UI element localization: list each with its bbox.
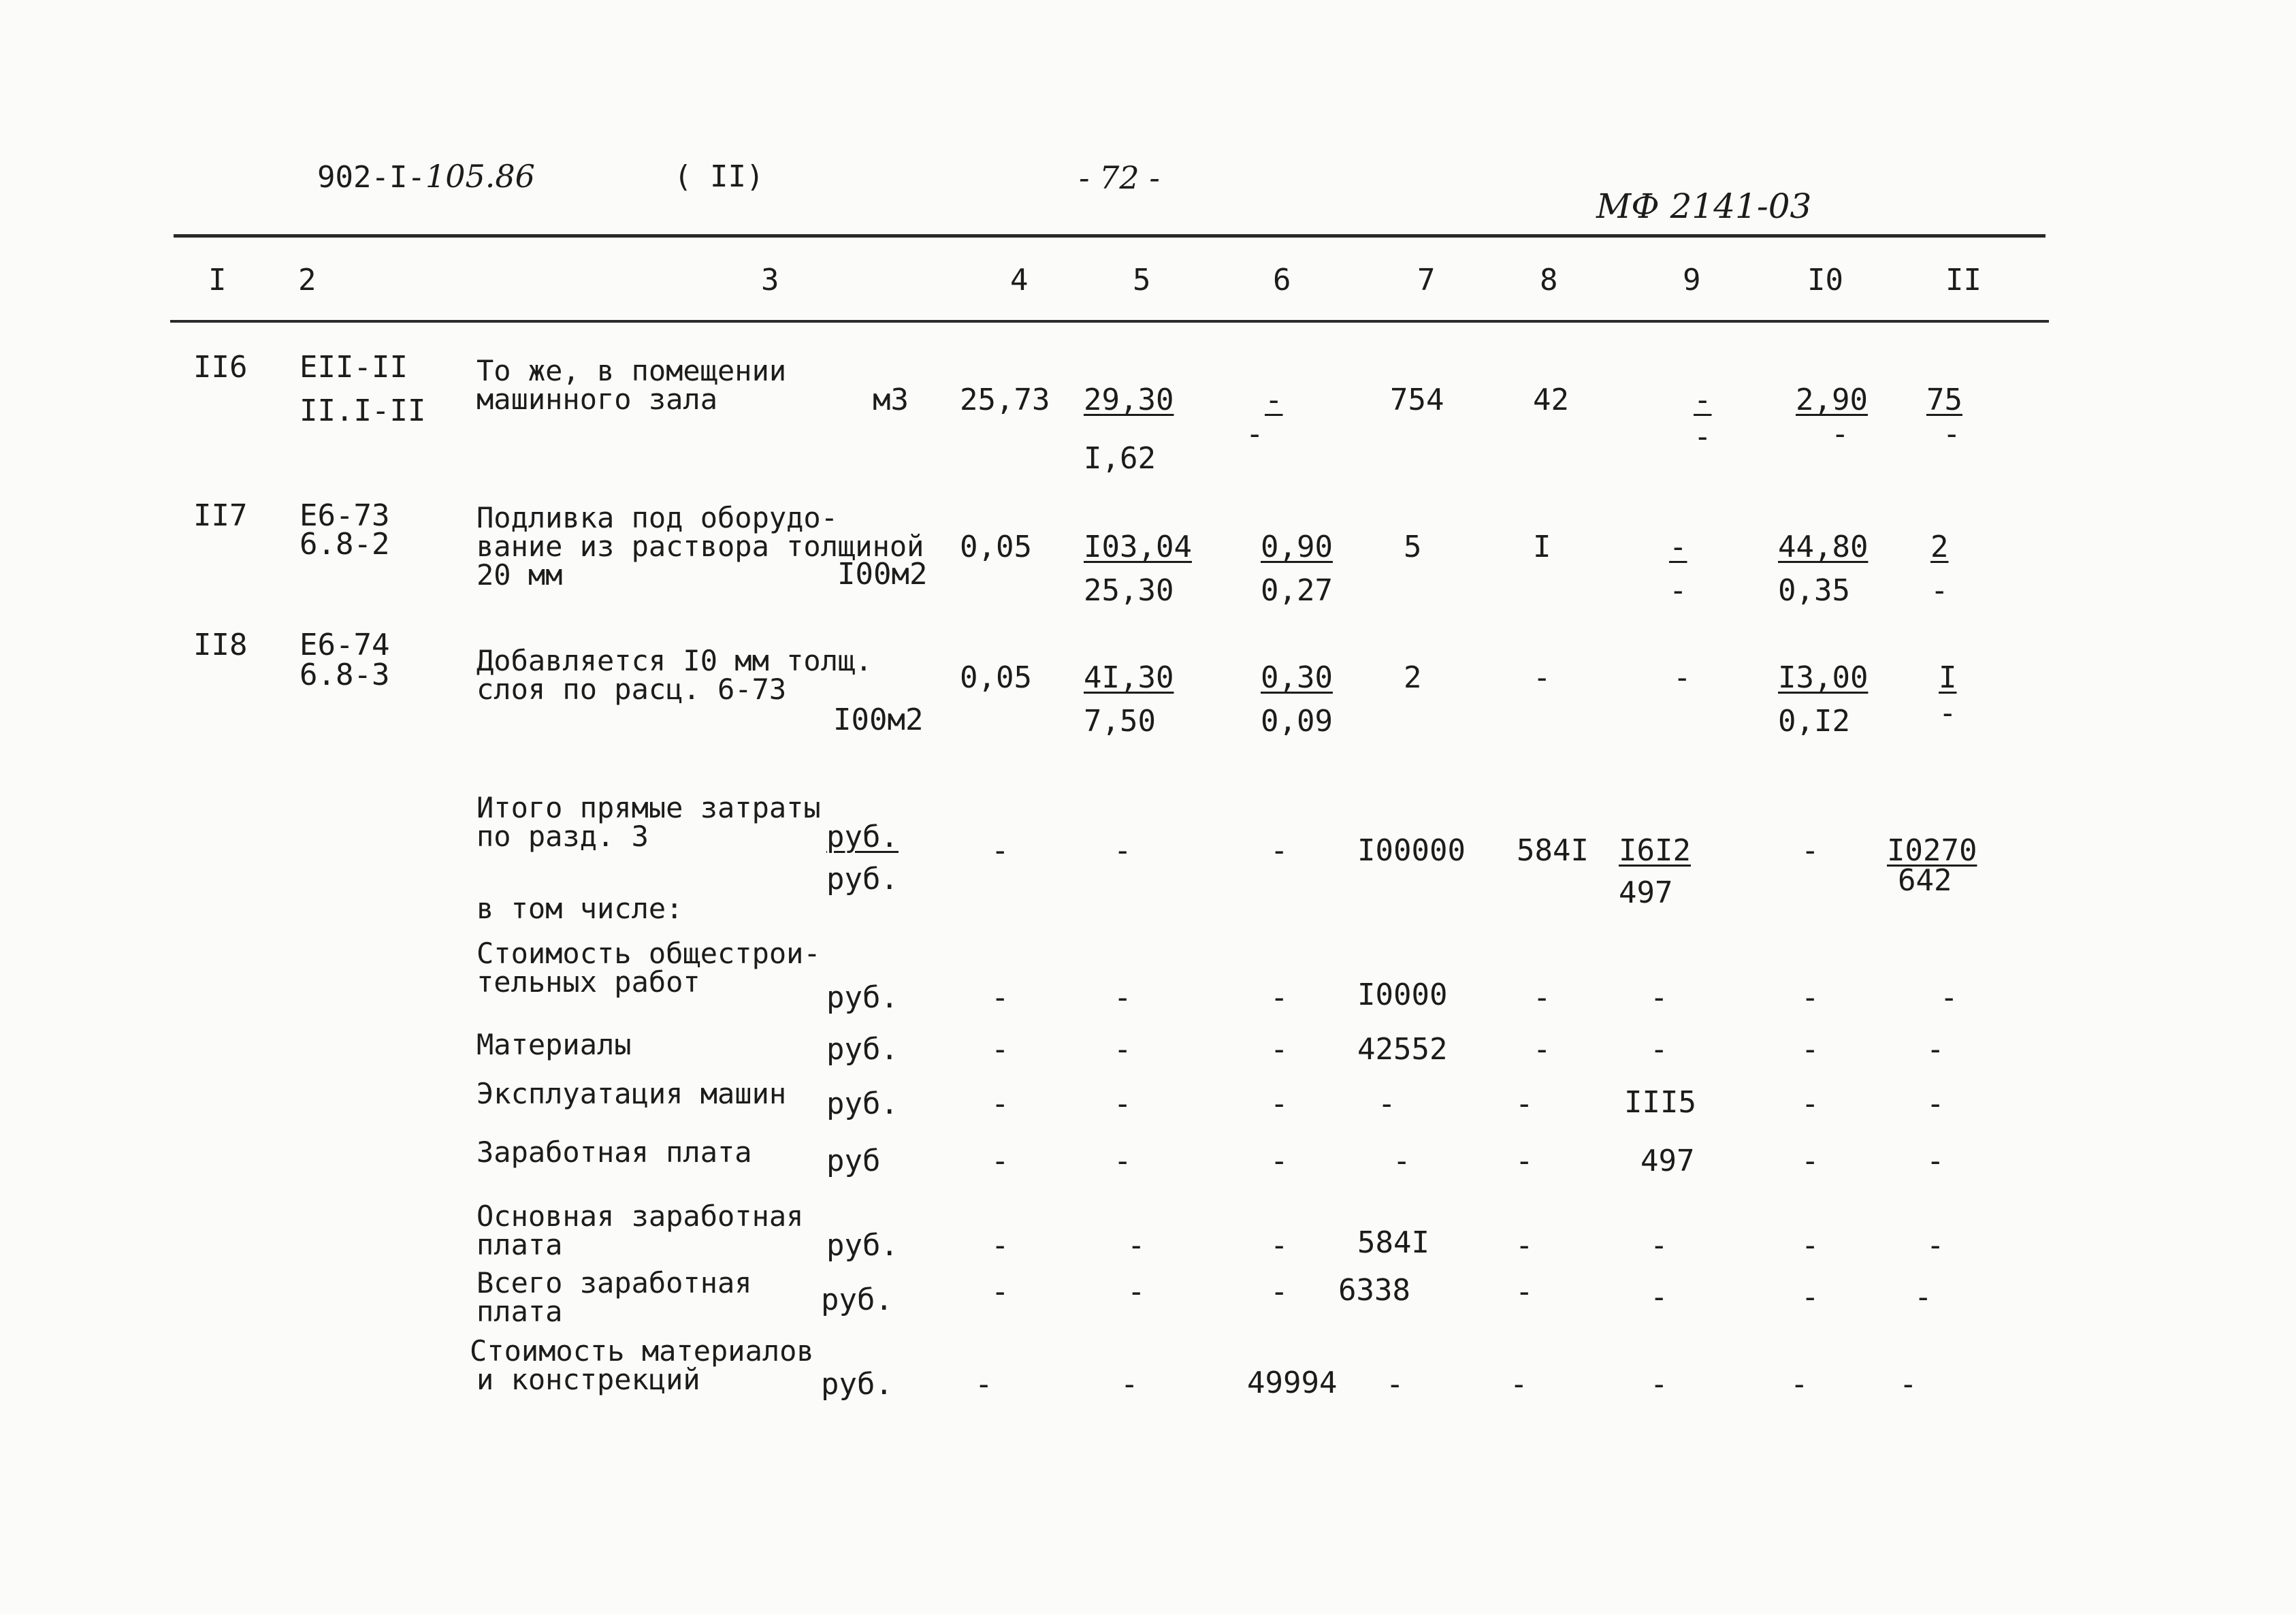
machine-cost: 0,90 [1261, 530, 1333, 564]
unit: I00м2 [837, 557, 928, 592]
breakdown-c9: 497 [1640, 1144, 1695, 1178]
breakdown-c7: - [1378, 1086, 1396, 1121]
breakdown-label: Заработная плата [476, 1135, 752, 1169]
breakdown-c9: - [1650, 1280, 1668, 1314]
breakdown-c8: - [1515, 1144, 1534, 1178]
col-header: I [208, 263, 227, 297]
labor-machine-total: - [1939, 696, 1957, 730]
labor-total: 75 [1926, 383, 1962, 417]
col-header: 5 [1133, 263, 1151, 297]
breakdown-c8: - [1510, 1367, 1528, 1402]
breakdown-c11: - [1926, 1086, 1945, 1121]
breakdown-c5: - [1127, 1274, 1146, 1309]
quantity: 0,05 [960, 530, 1032, 564]
totals-c5: - [1114, 833, 1132, 868]
breakdown-c10: - [1801, 1280, 1820, 1314]
work-description: машинного зала [476, 383, 718, 416]
breakdown-unit: руб. [821, 1367, 893, 1402]
breakdown-c10: - [1790, 1367, 1809, 1402]
quantity: 25,73 [960, 383, 1050, 417]
totals-total-cost: I00000 [1357, 833, 1466, 868]
breakdown-c11: - [1899, 1367, 1918, 1402]
breakdown-c11: - [1940, 980, 1958, 1015]
col-header: 2 [298, 263, 317, 297]
header-rule-top [174, 234, 2046, 238]
labor-total: 2 [1930, 530, 1949, 564]
breakdown-label: Эксплуатация машин [476, 1077, 787, 1110]
breakdown-c7: - [1393, 1144, 1411, 1178]
totals-c4: - [991, 833, 1009, 868]
col-header: II [1945, 263, 1982, 297]
unit-cost-wage: 25,30 [1084, 573, 1174, 608]
col-header: 7 [1417, 263, 1436, 297]
breakdown-label: плата [476, 1228, 563, 1261]
totals-unit: руб. [826, 820, 899, 854]
total-machine: - [1694, 383, 1712, 417]
breakdown-c5: - [1114, 980, 1132, 1015]
breakdown-c8: - [1515, 1228, 1534, 1263]
breakdown-c6: - [1270, 1032, 1289, 1067]
breakdown-c11: - [1926, 1032, 1945, 1067]
totals-total-wage: 584I [1517, 833, 1589, 868]
breakdown-c8: - [1515, 1274, 1534, 1309]
breakdown-c11: - [1926, 1144, 1945, 1178]
totals-labor: I0270 [1887, 833, 1977, 868]
work-description: слоя по расц. 6-73 [476, 673, 787, 706]
breakdown-c6: - [1270, 1274, 1289, 1309]
breakdown-label: и констрекций [476, 1363, 700, 1396]
labor-machine-unit: 0,35 [1778, 573, 1850, 608]
col-header: 3 [761, 263, 779, 297]
breakdown-c9: - [1650, 1032, 1668, 1067]
breakdown-c6: - [1270, 1228, 1289, 1263]
total-machine: - [1669, 530, 1687, 564]
breakdown-label: Материалы [476, 1028, 632, 1061]
row-number: II8 [193, 628, 248, 662]
breakdown-c7: 584I [1357, 1225, 1429, 1260]
breakdown-c8: - [1533, 1032, 1551, 1067]
unit-cost-wage: I,62 [1084, 441, 1156, 476]
unit-cost: 4I,30 [1084, 660, 1174, 695]
col-header: 8 [1540, 263, 1558, 297]
breakdown-c6: - [1270, 1144, 1289, 1178]
breakdown-label: тельных работ [476, 965, 700, 999]
breakdown-c4: - [991, 1032, 1009, 1067]
totals-unit: руб. [826, 862, 899, 897]
breakdown-c11: - [1926, 1228, 1945, 1263]
breakdown-unit: руб. [826, 1032, 899, 1067]
breakdown-c5: - [1114, 1032, 1132, 1067]
labor-total: I [1939, 660, 1957, 695]
breakdown-label: плата [476, 1295, 563, 1328]
breakdown-c9: - [1650, 1367, 1668, 1402]
archive-stamp: МФ 2141-03 [1596, 187, 1812, 226]
breakdown-c7: - [1386, 1367, 1404, 1402]
total-machine-wage: - [1694, 419, 1712, 454]
labor-unit: 2,90 [1796, 383, 1868, 417]
totals-c6: - [1270, 833, 1289, 868]
col-header: 9 [1683, 263, 1701, 297]
machine-wage: 0,09 [1261, 704, 1333, 739]
breakdown-c7: 42552 [1357, 1032, 1448, 1067]
page-number: - 72 - [1079, 159, 1160, 196]
norm-code: EII-II [300, 350, 408, 385]
col-header: 6 [1273, 263, 1291, 297]
breakdown-c8: - [1515, 1086, 1534, 1121]
breakdown-unit: руб. [826, 980, 899, 1015]
work-description: 20 мм [476, 558, 563, 592]
breakdown-c6: - [1270, 980, 1289, 1015]
breakdown-c5: - [1114, 1144, 1132, 1178]
work-description: Добавляется I0 мм толщ. [476, 644, 873, 677]
including-label: в том числе: [476, 892, 683, 925]
price-code: II.I-II [300, 393, 426, 428]
breakdown-c10: - [1801, 1144, 1820, 1178]
totals-labor-machine: 642 [1898, 863, 1952, 898]
breakdown-c10: - [1801, 1228, 1820, 1263]
totals-label: по разд. 3 [476, 820, 649, 853]
breakdown-unit: руб. [826, 1086, 899, 1121]
breakdown-c4: - [991, 980, 1009, 1015]
total-wage: 42 [1533, 383, 1569, 417]
breakdown-c5: - [1127, 1228, 1146, 1263]
breakdown-c10: - [1801, 980, 1820, 1015]
total-cost: 754 [1390, 383, 1444, 417]
section-label: ( II) [674, 159, 764, 194]
breakdown-c5: - [1120, 1367, 1139, 1402]
breakdown-c9: - [1650, 1228, 1668, 1263]
row-number: II6 [193, 350, 248, 385]
breakdown-c4: - [991, 1274, 1009, 1309]
total-cost: 5 [1404, 530, 1422, 564]
breakdown-c4: - [975, 1367, 993, 1402]
machine-wage: 0,27 [1261, 573, 1333, 608]
totals-machine-wage: 497 [1619, 875, 1673, 910]
col-header: 4 [1010, 263, 1029, 297]
breakdown-c4: - [991, 1086, 1009, 1121]
norm-code: E6-74 [300, 628, 390, 662]
breakdown-c6: - [1270, 1086, 1289, 1121]
machine-wage: - [1246, 417, 1264, 451]
totals-machine: I6I2 [1619, 833, 1691, 868]
work-description: вание из раствора толщиной [476, 530, 924, 563]
breakdown-label: Всего заработная [476, 1266, 752, 1300]
machine-cost: 0,30 [1261, 660, 1333, 695]
norm-code: E6-73 [300, 498, 390, 533]
labor-machine-unit: - [1831, 417, 1849, 451]
price-code: 6.8-3 [300, 658, 390, 692]
breakdown-c5: - [1114, 1086, 1132, 1121]
price-code: 6.8-2 [300, 527, 390, 562]
total-wage: I [1533, 530, 1551, 564]
breakdown-c9: - [1650, 980, 1668, 1015]
breakdown-c10: - [1801, 1032, 1820, 1067]
total-cost: 2 [1404, 660, 1422, 695]
work-description: То же, в помещении [476, 354, 787, 387]
work-description: Подливка под оборудо- [476, 501, 839, 534]
totals-label: Итого прямые затраты [476, 791, 821, 824]
breakdown-c9: III5 [1624, 1085, 1696, 1120]
breakdown-c8: - [1533, 980, 1551, 1015]
unit: м3 [873, 383, 909, 417]
quantity: 0,05 [960, 660, 1032, 695]
total-machine: - [1673, 660, 1692, 695]
col-header: I0 [1807, 263, 1843, 297]
unit: I00м2 [833, 703, 924, 737]
labor-machine-total: - [1930, 573, 1949, 608]
breakdown-label: Стоимость материалов [470, 1334, 814, 1368]
machine-cost: - [1265, 383, 1283, 417]
breakdown-c7: 6338 [1338, 1273, 1410, 1308]
labor-machine-total: - [1943, 417, 1961, 451]
total-wage: - [1533, 660, 1551, 695]
breakdown-c4: - [991, 1144, 1009, 1178]
unit-cost: 29,30 [1084, 383, 1174, 417]
labor-unit: I3,00 [1778, 660, 1869, 695]
document-code: 902-I-105.86 [317, 158, 535, 195]
header-rule-bottom [170, 320, 2049, 323]
labor-machine-unit: 0,I2 [1778, 704, 1850, 739]
breakdown-c10: - [1801, 1086, 1820, 1121]
breakdown-label: Основная заработная [476, 1199, 804, 1233]
breakdown-unit: руб [826, 1144, 881, 1178]
totals-c10: - [1801, 833, 1820, 868]
unit-cost: I03,04 [1084, 530, 1192, 564]
unit-cost-wage: 7,50 [1084, 704, 1156, 739]
breakdown-label: Стоимость общестрои- [476, 937, 821, 970]
total-machine-wage: - [1669, 573, 1687, 608]
breakdown-c4: - [991, 1228, 1009, 1263]
labor-unit: 44,80 [1778, 530, 1869, 564]
breakdown-c6: 49994 [1247, 1366, 1338, 1400]
breakdown-unit: руб. [821, 1282, 893, 1317]
breakdown-c7: I0000 [1357, 978, 1448, 1012]
breakdown-unit: руб. [826, 1228, 899, 1263]
row-number: II7 [193, 498, 248, 533]
breakdown-c11: - [1914, 1280, 1933, 1314]
